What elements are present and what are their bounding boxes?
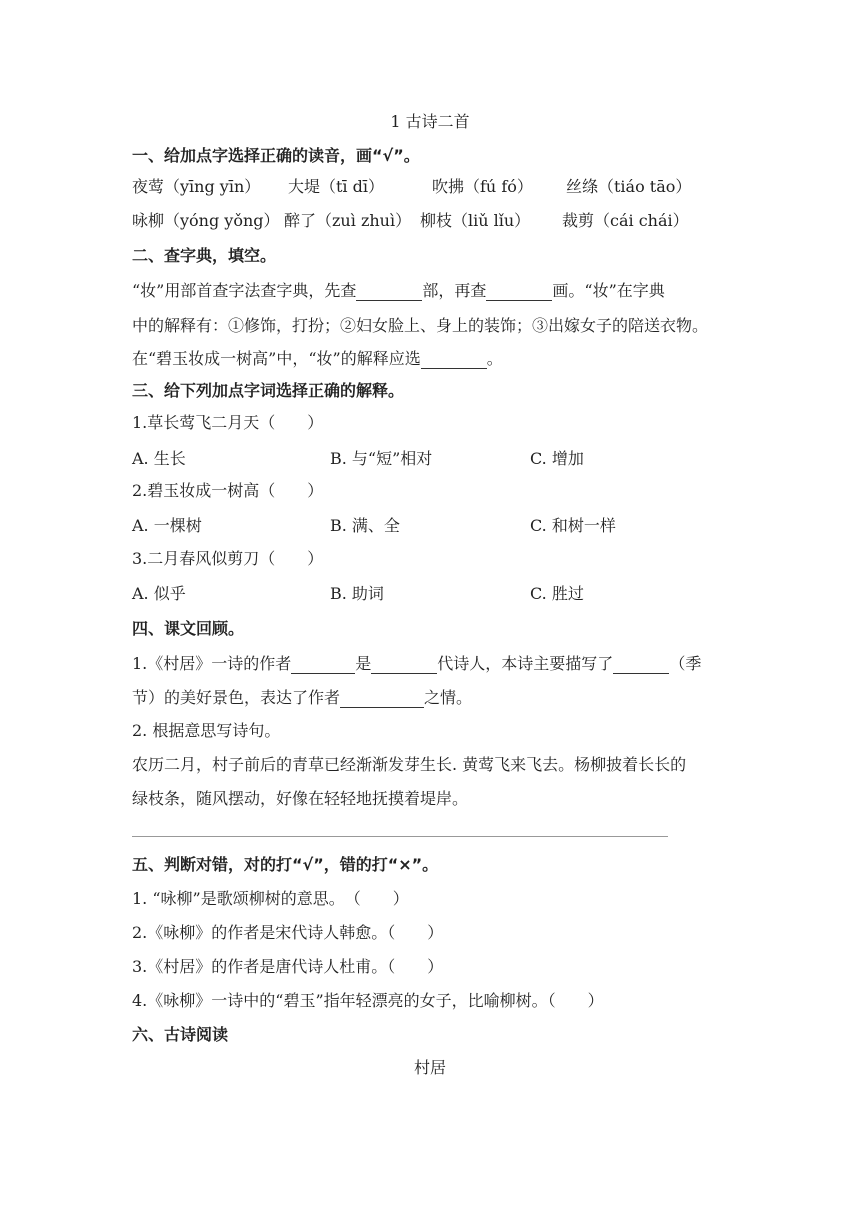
section-2-line-1	[132, 281, 665, 301]
section-2-line-3	[132, 349, 503, 369]
text: 代诗人，本诗主要描写了	[437, 654, 614, 673]
section-6-heading: 六、古诗阅读	[132, 1025, 229, 1044]
true-false-item: 3.《村居》的作者是唐代诗人杜甫。（ ）	[132, 957, 444, 976]
text: 画。“妆”在字典	[552, 281, 665, 300]
options-3-1	[132, 449, 732, 469]
option-c[interactable]: C. 增加	[530, 449, 584, 468]
text: 部，再查	[422, 281, 487, 300]
option-b[interactable]: B. 满、全	[330, 516, 400, 535]
section-4-heading: 四、课文回顾。	[132, 619, 245, 638]
prose-line-2: 绿枝条，随风摆动，好像在轻轻地抚摸着堤岸。	[132, 789, 469, 808]
prose-line-1: 农历二月，村子前后的青草已经渐渐发芽生长. 黄莺飞来飞去。杨柳披着长长的	[132, 755, 687, 774]
section-3-heading: 三、给下列加点字词选择正确的解释。	[132, 381, 405, 400]
fill-blank-season[interactable]	[613, 657, 669, 674]
pinyin-item: 醉了（zuì zhuì）	[284, 211, 412, 230]
pinyin-item: 吹拂（fú fó）	[432, 177, 533, 196]
fill-blank-author[interactable]	[291, 657, 355, 674]
fill-blank-feeling[interactable]	[340, 691, 424, 708]
page-title: 1 古诗二首	[390, 112, 470, 131]
option-c[interactable]: C. 和树一样	[530, 516, 616, 535]
pinyin-item: 柳枝（liǔ lǐu）	[420, 211, 531, 230]
text: （季	[669, 654, 702, 673]
text: 节）的美好景色，表达了作者	[132, 688, 341, 707]
options-3-3	[132, 584, 732, 604]
question-3-1: 1.草长莺飞二月天（ ）	[132, 413, 324, 432]
true-false-item: 4.《咏柳》一诗中的“碧玉”指年轻漂亮的女子，比喻柳树。（ ）	[132, 991, 604, 1010]
section-2-heading: 二、查字典，填空。	[132, 246, 277, 265]
question-3-2: 2.碧玉妆成一树高（ ）	[132, 481, 324, 500]
question-4-1-line-1	[132, 654, 701, 674]
pinyin-item: 咏柳（yóng yǒng）	[132, 211, 280, 230]
text: 。	[486, 349, 503, 368]
answer-line[interactable]	[132, 836, 668, 837]
fill-blank-meaning[interactable]	[421, 352, 487, 369]
section-2-line-2: 中的解释有：①修饰，打扮；②妇女脸上、身上的装饰；③出嫁女子的陪送衣物。	[132, 316, 709, 335]
question-4-2: 2. 根据意思写诗句。	[132, 721, 281, 740]
option-b[interactable]: B. 助词	[330, 584, 384, 603]
pinyin-item: 大堤（tī dī）	[288, 177, 384, 196]
option-a[interactable]: A. 生长	[132, 449, 186, 468]
fill-blank-strokes[interactable]	[486, 284, 552, 301]
option-c[interactable]: C. 胜过	[530, 584, 584, 603]
text: 是	[355, 654, 372, 673]
true-false-item: 2.《咏柳》的作者是宋代诗人韩愈。（ ）	[132, 923, 444, 942]
section-5-heading: 五、判断对错，对的打“√”，错的打“×”。	[132, 855, 439, 874]
option-a[interactable]: A. 似乎	[132, 584, 186, 603]
poem-title: 村居	[413, 1058, 446, 1077]
section-1-row-2	[132, 211, 732, 231]
true-false-item: 1. “咏柳”是歌颂柳树的意思。 （ ）	[132, 889, 409, 908]
pinyin-item: 裁剪（cái chái）	[562, 211, 689, 230]
fill-blank-radical[interactable]	[356, 284, 422, 301]
text: 在“碧玉妆成一树高”中，“妆”的解释应选	[132, 349, 421, 368]
text: 之情。	[424, 688, 473, 707]
options-3-2	[132, 516, 732, 536]
section-1-row-1	[132, 177, 732, 197]
pinyin-item: 夜莺（yīng yīn）	[132, 177, 261, 196]
option-b[interactable]: B. 与“短”相对	[330, 449, 433, 468]
question-3-3: 3.二月春风似剪刀（ ）	[132, 549, 324, 568]
text: 1.《村居》一诗的作者	[132, 654, 292, 673]
option-a[interactable]: A. 一棵树	[132, 516, 202, 535]
question-4-1-line-2	[132, 688, 472, 708]
pinyin-item: 丝绦（tiáo tāo）	[566, 177, 692, 196]
fill-blank-dynasty[interactable]	[371, 657, 437, 674]
text: “妆”用部首查字法查字典，先查	[132, 281, 357, 300]
section-1-heading: 一、给加点字选择正确的读音，画“√”。	[132, 146, 420, 165]
